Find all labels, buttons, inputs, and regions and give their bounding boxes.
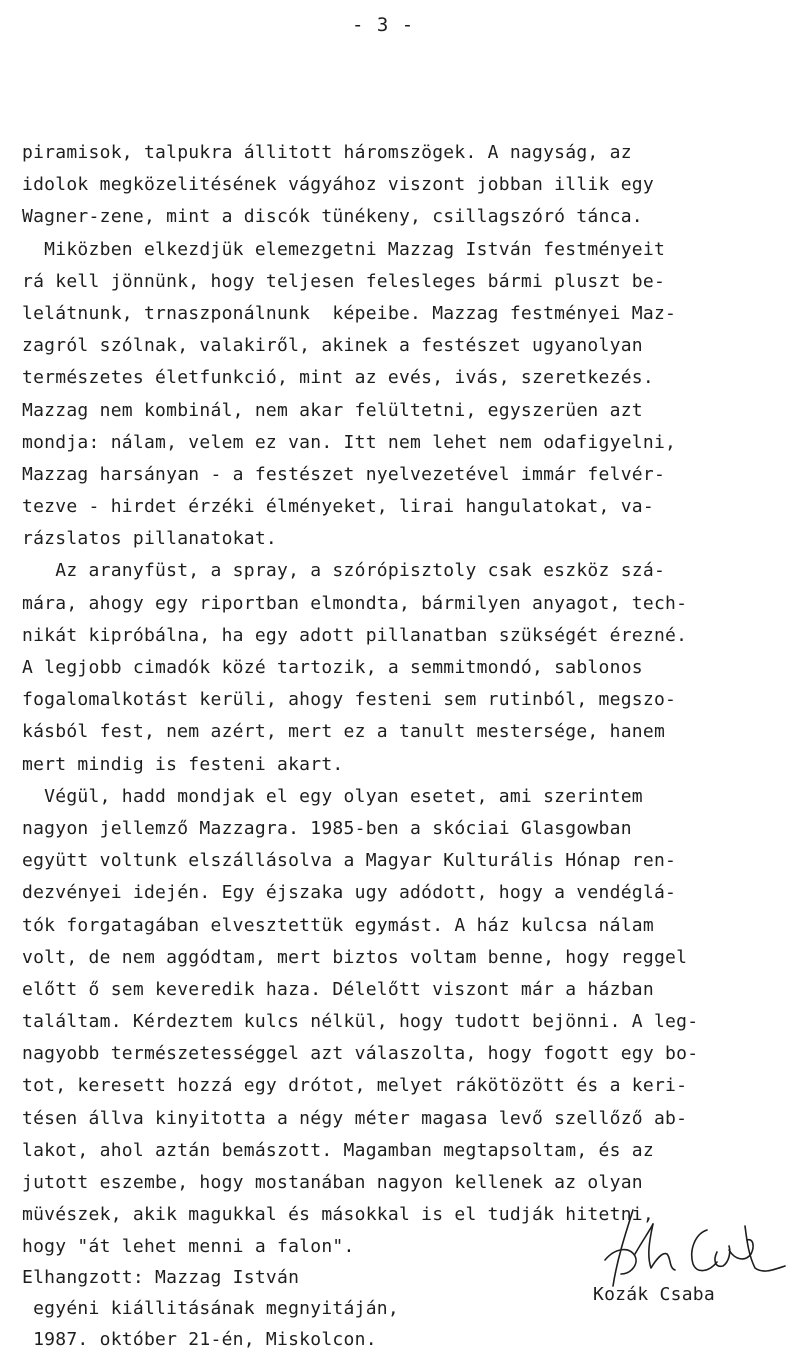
text-line: zagról szólnak, valakiről, akinek a festészet ugyanolyan [22,335,643,357]
text-line: fogalomalkotást kerüli, ahogy festeni sem rutinból, megszo- [22,689,677,711]
text-line: hogy "át lehet menni a falon". [22,1236,355,1258]
text-line: mára, ahogy egy riportban elmondta, bármilyen anyagot, tech- [22,592,688,614]
text-line: Mazzag harsányan - a festészet nyelvezetével immár felvér- [22,463,666,485]
text-line: lakot, ahol aztán bemászott. Magamban megtapsoltam, és az [22,1139,654,1161]
event-note [22,1262,582,1355]
footer-line: Elhangzott: Mazzag István [22,1267,300,1288]
text-line: Miközben elkezdjük elemezgetni Mazzag István festményeit [22,238,666,260]
text-line: együtt voltunk elszállásolva a Magyar Kulturális Hónap ren- [22,850,677,872]
text-line: lelátnunk, trnaszponálnunk képeibe. Mazzag festményei Maz- [22,302,677,324]
text-line: tésen állva kinyitotta a négy méter magasa levő szellőző ab- [22,1107,688,1129]
text-line: természetes életfunkció, mint az evés, ivás, szeretkezés. [22,367,654,389]
author-name: Kozák Csaba [593,1284,715,1305]
footer-line: 1987. október 21-én, Miskolcon. [22,1329,377,1350]
text-line: nikát kipróbálna, ha egy adott pillanatban szükségét érezné. [22,624,688,646]
text-line: dezvényei idején. Egy éjszaka ugy adódott, hogy a vendéglá- [22,882,677,904]
text-line: piramisok, talpukra állitott háromszögek. A nagyság, az [22,142,632,163]
text-line: nagyon jellemző Mazzagra. 1985-ben a skóciai Glasgowban [22,817,632,839]
text-line: müvészek, akik magukkal és másokkal is el tudják hitetni, [22,1204,654,1226]
footer-line: egyéni kiállitásának megnyitáján, [22,1298,399,1319]
text-line: mert mindig is festeni akart. [22,753,344,775]
text-line: tók forgatagában elvesztettük egymást. A ház kulcsa nálam [22,914,654,936]
page-number: - 3 - [352,14,415,36]
text-line: találtam. Kérdeztem kulcs nélkül, hogy tudott bejönni. A leg- [22,1011,699,1033]
text-line: Végül, hadd mondjak el egy olyan esetet, ami szerintem [22,785,643,807]
text-line: Wagner-zene, mint a discók tünékeny, csillagszóró tánca. [22,206,643,228]
text-line: kásból fest, nem azért, mert ez a tanult mestersége, hanem [22,721,666,743]
text-line: Mazzag nem kombinál, nem akar felültetni, egyszerüen azt [22,399,643,421]
text-line: nagyobb természetességgel azt válaszolta, hogy fogott egy bo- [22,1043,699,1065]
text-line: tezve - hirdet érzéki élményeket, lirai hangulatokat, va- [22,496,654,518]
text-line: előtt ő sem keveredik haza. Délelőtt viszont már a házban [22,978,654,1000]
text-line: A legjobb cimadók közé tartozik, a semmitmondó, sablonos [22,657,643,678]
text-line: tot, keresett hozzá egy drótot, melyet rákötözött és a keri- [22,1075,688,1097]
text-line: jutott eszembe, hogy mostanában nagyon kellenek az olyan [22,1172,643,1193]
text-line: idolok megközelitésének vágyához viszont jobban illik egy [22,174,654,196]
text-line: Az aranyfüst, a spray, a szórópisztoly csak eszköz szá- [22,560,666,582]
text-line: rázslatos pillanatokat. [22,528,277,550]
article-body [22,137,792,1264]
text-line: mondja: nálam, velem ez van. Itt nem lehet nem odafigyelni, [22,431,677,453]
text-line: rá kell jönnünk, hogy teljesen felesleges bármi pluszt be- [22,270,666,292]
text-line: volt, de nem aggódtam, mert biztos voltam benne, hogy reggel [22,946,688,968]
